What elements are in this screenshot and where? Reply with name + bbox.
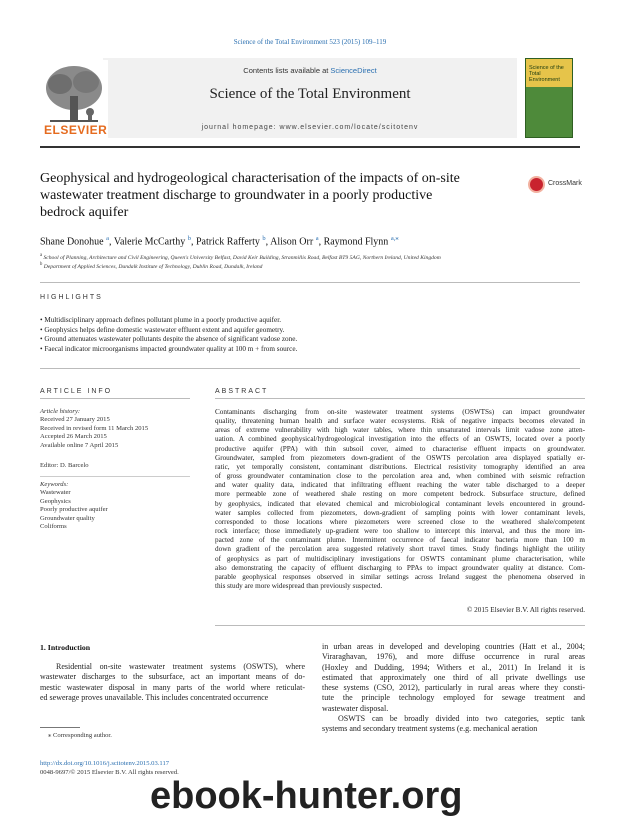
journal-homepage [103, 124, 517, 131]
journal-reference[interactable]: Science of the Total Environment 523 (2015) 109–119 [233, 38, 387, 46]
intro-right-column [322, 642, 585, 735]
corresponding-author-note: ⁎ Corresponding author. [48, 732, 112, 739]
keywords [40, 481, 190, 531]
author-affiliation-sup[interactable]: a [315, 235, 319, 242]
contents-available [103, 66, 517, 75]
divider [40, 282, 580, 283]
abstract-line: of gross groundwater contamination close to the percolation area and, when combined with seismic refraction [215, 472, 585, 481]
abstract-line: uation. A combined geophysical/hydrogeological investigation into the effects of an OSWTS, located over a poorly [215, 435, 585, 444]
homepage-link[interactable]: www.elsevier.com/locate/scitotenv [279, 124, 419, 131]
sciencedirect-link[interactable]: ScienceDirect [330, 66, 377, 75]
keyword: Geophysics [40, 497, 71, 505]
highlight-item: • Geophysics helps define domestic wastewater effluent extent and aquifer geometry. [40, 325, 285, 334]
header-rule [40, 146, 580, 148]
body-line: wastewater disposal. [322, 703, 389, 713]
affiliation-b [40, 262, 580, 270]
body-line: (Hoxley and Dudding, 1994; Withers et al., 2011) In Ireland it is [322, 662, 585, 672]
history-item: Accepted 26 March 2015 [40, 433, 107, 441]
abstract-line: quality, threatening human health and surface water ecosystems. Risk of negative impacts becomes elevated in [215, 417, 585, 426]
keyword: Groundwater quality [40, 514, 95, 522]
journal-cover-image [525, 58, 573, 138]
doi-link[interactable]: http://dx.doi.org/10.1016/j.scitotenv.2015.03.117 [40, 760, 170, 767]
highlights-list [40, 316, 580, 354]
abstract-line: water samples collected from piezometers, down-gradient of sampling points with lower contaminant levels, [215, 508, 585, 517]
contents-prefix: Contents lists available at [243, 66, 331, 75]
highlight-item: • Faecal indicator microorganisms impacted groundwater quality at 100 m + from source. [40, 344, 298, 353]
author-name[interactable]: Valerie McCarthy [113, 236, 186, 248]
body-line: mestic wastewater disposal in many parts of the world where reticulat- [40, 682, 305, 692]
affiliation-text: School of Planning, Architecture and Civil Engineering, Queen's University Belfast, David Keir Building, Stranmillis Road, Belfast BT9 5AG, Northern Ireland, United Kingdom [43, 254, 441, 261]
body-line: systems and secondary treatment systems (e.g. mechanical aeration [322, 724, 538, 734]
author-name[interactable]: Shane Donohue [40, 236, 104, 248]
abstract-line: productive aquifer (PPA) with thin subsoil cover, aimed to characterise effluent impacts on groundwater. [215, 444, 585, 453]
author-name[interactable]: Alison Orr [270, 236, 314, 248]
issn-line: 0048-9697/© 2015 Elsevier B.V. All rights reserved. [40, 768, 179, 776]
article-title: Geophysical and hydrogeological characterisation of the impacts of on-site wastewater treatment discharge to groundwater in a poorly productive bedrock aquifer [40, 171, 460, 220]
abstract-copyright: © 2015 Elsevier B.V. All rights reserved. [466, 606, 585, 614]
publisher-logo-text: ELSEVIER [44, 123, 108, 137]
abstract-line: by geophysics, indicated that elevated chemical and microbiological contaminant levels encountered in ground- [215, 499, 585, 508]
abstract-label: ABSTRACT [215, 388, 269, 395]
abstract-line: areas of extreme vulnerability with high water tables, where thin unsaturated intervals limit vadose zone atten- [215, 426, 585, 435]
abstract-body [215, 408, 585, 591]
body-line: ed sewerage proves unavailable. This includes concentrated occurrence [40, 692, 269, 702]
article-history [40, 408, 190, 450]
watermark: ebook-hunter.org [150, 775, 463, 817]
highlight-item: • Multidisciplinary approach defines pollutant plume in a poorly productive aquifer. [40, 316, 282, 324]
editor-line: Editor: D. Barcelo [40, 462, 89, 469]
abstract-line: rock interface; those immediately up-gradient were too shallow to intercept this interval, and thus the more im- [215, 527, 585, 536]
abstract-line: Groundwater, sampled from piezometers down-gradient of the OSWTS percolation area displayed spatially er- [215, 453, 585, 462]
author-affiliation-sup[interactable]: b [187, 235, 191, 242]
abstract-line: ratic, yet temporally consistent, contaminant distributions. Electrical resistivity tomography identified an area [215, 462, 585, 471]
abstract-line: down gradient of the percolation area suggested relatively short travel times. Study findings highlight the utility [215, 545, 585, 554]
body-line: estimated that approximately one third of all private dwellings use [322, 672, 585, 682]
divider [40, 476, 190, 477]
author-affiliation-sup[interactable]: a [106, 235, 109, 242]
affiliation-sup: a [40, 253, 43, 258]
keyword: Poorly productive aquifer [40, 506, 108, 514]
keyword: Wastewater [40, 489, 71, 497]
history-item: Available online 7 April 2015 [40, 441, 119, 449]
abstract-line: Contaminants discharging from on-site wastewater treatment systems (OSWTSs) can impact groundwater [215, 408, 585, 416]
keyword: Coliforms [40, 523, 67, 531]
affiliation-text: Department of Applied Sciences, Dundalk Institute of Technology, Dublin Road, Dundalk, Ireland [43, 263, 263, 270]
body-line: Residential on-site wastewater treatment systems (OSWTS), where [56, 662, 305, 671]
history-label: Article history: [40, 408, 81, 415]
body-line: these systems (CSO, 2012), particularly in rural areas where they consti- [322, 683, 585, 693]
highlight-item: • Ground attenuates wastewater pollutants despite the absence of significant vadose zone. [40, 335, 298, 343]
article-info-label: ARTICLE INFO [40, 388, 113, 395]
affiliation-sup: b [40, 262, 43, 267]
journal-title: Science of the Total Environment [209, 86, 411, 102]
body-line: OSWTS can be broadly divided into two categories, septic tank [338, 714, 585, 724]
author-affiliation-sup[interactable]: b [262, 235, 266, 242]
affiliation-a [40, 253, 580, 261]
divider [40, 398, 190, 399]
abstract-line: and water quality data, indicated that infiltrating effluent reaching the water table discharged to a deeper [215, 481, 585, 490]
body-line: in urban areas in developed and developing countries (Hatt et al., 2004; [322, 642, 585, 651]
history-item: Received in revised form 11 March 2015 [40, 424, 149, 432]
author-list: Shane Donohue $^a$, Valerie McCarthy $^b$, Patrick Rafferty $^b$, Alison Orr $^a$, Raymond Flynn $^{a,⁎}$ [40, 235, 399, 248]
abstract-line: parable geophysical responses observed in similar settings across Ireland suggest the phenomena observed in [215, 572, 585, 581]
highlights-label: HIGHLIGHTS [40, 294, 103, 301]
body-line: tute the principle technology employed for sewage treatment and [322, 693, 585, 703]
history-item: Received 27 January 2015 [40, 416, 110, 424]
crossmark-label: CrossMark [548, 180, 582, 187]
intro-left-column [40, 662, 305, 703]
footnote-rule [40, 727, 80, 728]
divider [40, 368, 580, 369]
author-name[interactable]: Raymond Flynn [323, 236, 389, 248]
crossmark-button[interactable] [528, 176, 588, 196]
divider [215, 398, 585, 399]
author-affiliation-sup[interactable]: a,⁎ [390, 235, 399, 242]
abstract-line: corresponded to those locations where piezometers were screened close to the weathered shale/competent [215, 517, 585, 526]
keywords-label: Keywords: [40, 481, 69, 488]
abstract-line: this study are more widespread than previously suspected. [215, 581, 383, 590]
divider [215, 625, 585, 626]
body-line: wastewater discharges to the subsurface, act an important means of do- [40, 672, 305, 682]
homepage-prefix: journal homepage: [201, 124, 280, 131]
abstract-line: more permeable zone of weathered shale resting on more competent bedrock. Subsurface structure, defined [215, 490, 585, 499]
cover-text: Science of the Total Environment [529, 65, 564, 84]
abstract-line: pacted zone of the contaminant plume. Intermittent occurrence of faecal indicator bacteria more than 100 m [215, 536, 585, 545]
crossmark-icon [528, 176, 545, 193]
abstract-line: of geophysics as part of multidisciplinary investigations for OSWTS contaminant plume characterisation, while [215, 554, 585, 563]
abstract-line: also demonstrating the capacity of effluent discharging to PPAs to impact groundwater quality at distance. Com- [215, 563, 585, 572]
body-line: Viraraghavan, 1976), and more diffuse occurrence in rural areas [322, 652, 585, 662]
section-heading: 1. Introduction [40, 643, 91, 652]
author-name[interactable]: Patrick Rafferty [195, 236, 260, 248]
